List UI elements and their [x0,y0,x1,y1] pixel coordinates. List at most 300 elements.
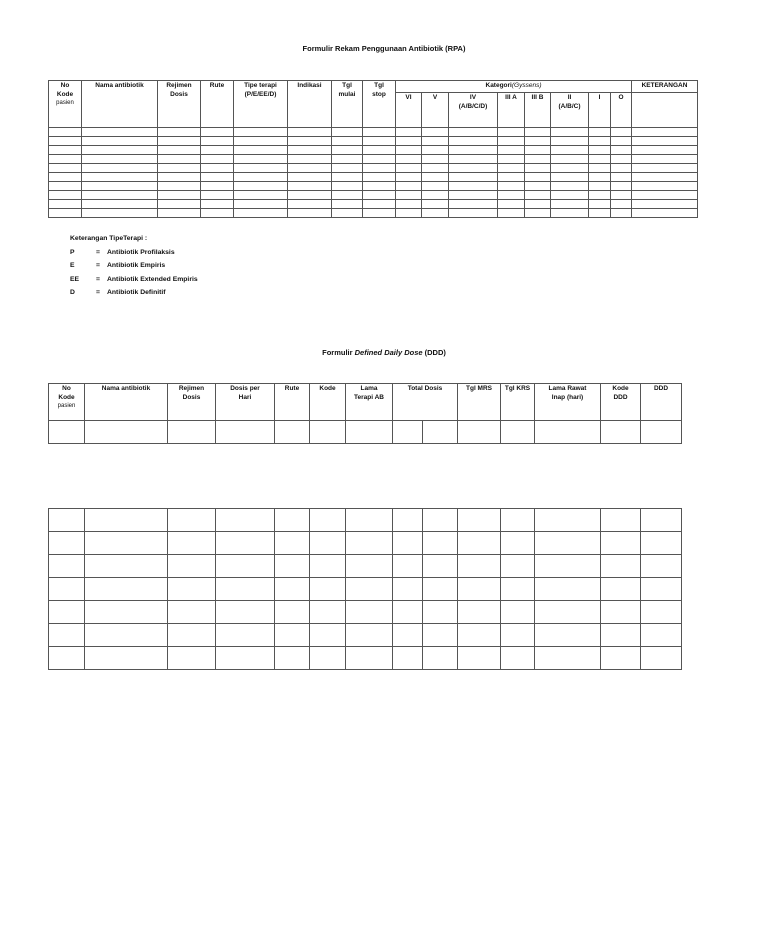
table-cell[interactable] [288,209,332,218]
table-cell[interactable] [158,173,201,182]
table-cell[interactable] [423,578,458,601]
table-cell[interactable] [49,200,82,209]
table-cell[interactable] [498,128,525,137]
table-cell[interactable] [551,209,589,218]
table-cell[interactable] [310,601,346,624]
table-cell[interactable] [525,146,551,155]
table-cell[interactable] [85,578,168,601]
table-cell[interactable] [201,182,234,191]
table-cell[interactable] [216,624,275,647]
table-cell[interactable] [275,578,310,601]
table-cell[interactable] [363,173,396,182]
header-tipe-terapi: Tipe terapi (P/E/EE/D) [234,81,288,128]
table-cell[interactable] [396,137,422,146]
table-cell[interactable] [632,200,698,209]
table-cell[interactable] [49,173,82,182]
table-cell[interactable] [168,624,216,647]
table-cell[interactable] [201,191,234,200]
table-cell[interactable] [498,191,525,200]
table-cell[interactable] [363,182,396,191]
table-cell[interactable] [535,555,601,578]
table-cell[interactable] [310,647,346,670]
table-cell[interactable] [332,182,363,191]
table-cell[interactable] [201,164,234,173]
table-cell[interactable] [501,647,535,670]
table-cell[interactable] [288,164,332,173]
table-cell[interactable] [611,164,632,173]
table-cell[interactable] [611,209,632,218]
table-cell[interactable] [525,209,551,218]
table-cell[interactable] [158,146,201,155]
table-cell[interactable] [551,146,589,155]
table-cell[interactable] [49,146,82,155]
table-cell[interactable] [85,532,168,555]
table-cell[interactable] [346,509,393,532]
table-cell[interactable] [641,509,682,532]
table-cell[interactable] [201,137,234,146]
table-cell[interactable] [363,146,396,155]
table-cell[interactable] [551,137,589,146]
table-cell[interactable] [85,624,168,647]
table-cell[interactable] [601,624,641,647]
table-cell[interactable] [234,164,288,173]
table-cell[interactable] [275,601,310,624]
table-cell[interactable] [449,200,498,209]
table-cell[interactable] [423,509,458,532]
table-cell[interactable] [346,578,393,601]
table-cell[interactable] [310,624,346,647]
table-cell[interactable] [501,601,535,624]
table-cell[interactable] [168,647,216,670]
table-cell[interactable] [49,578,85,601]
table-cell[interactable] [501,532,535,555]
table-cell[interactable] [49,421,85,444]
table-cell[interactable] [393,421,423,444]
table-cell[interactable] [422,173,449,182]
table-cell[interactable] [535,509,601,532]
table-cell[interactable] [332,155,363,164]
table-cell[interactable] [346,624,393,647]
table-cell[interactable] [216,555,275,578]
table-cell[interactable] [49,532,85,555]
table-cell[interactable] [346,555,393,578]
table-row [49,209,698,218]
table-cell[interactable] [393,532,423,555]
table-cell[interactable] [589,155,611,164]
table-cell[interactable] [288,173,332,182]
table-row [49,182,698,191]
table-cell[interactable] [216,601,275,624]
table-cell[interactable] [449,182,498,191]
ddd-header-lama: Lama Terapi AB [346,384,393,421]
table-cell[interactable] [363,128,396,137]
table-cell[interactable] [422,191,449,200]
table-cell[interactable] [611,128,632,137]
table-cell[interactable] [82,173,158,182]
table-cell[interactable] [216,421,275,444]
table-cell[interactable] [551,200,589,209]
table-cell[interactable] [422,128,449,137]
table-cell[interactable] [49,624,85,647]
table-cell[interactable] [589,173,611,182]
table-row [49,191,698,200]
table-cell[interactable] [396,209,422,218]
table-cell[interactable] [589,200,611,209]
table-cell[interactable] [363,191,396,200]
table-cell[interactable] [168,509,216,532]
table-cell[interactable] [310,555,346,578]
table-cell[interactable] [363,164,396,173]
table-cell[interactable] [535,601,601,624]
table-cell[interactable] [632,155,698,164]
table-cell[interactable] [234,155,288,164]
table-cell[interactable] [551,191,589,200]
table-cell[interactable] [216,578,275,601]
table-cell[interactable] [234,191,288,200]
table-cell[interactable] [82,164,158,173]
table-cell[interactable] [601,601,641,624]
header-cat-vi: VI [396,93,422,128]
table-cell[interactable] [458,647,501,670]
table-cell[interactable] [641,421,682,444]
table-cell[interactable] [49,601,85,624]
table-cell[interactable] [501,555,535,578]
table-cell[interactable] [275,509,310,532]
table-cell[interactable] [589,128,611,137]
table-cell[interactable] [641,532,682,555]
table-cell[interactable] [611,146,632,155]
table-cell[interactable] [423,421,458,444]
table-cell[interactable] [49,191,82,200]
table-cell[interactable] [601,578,641,601]
table-cell[interactable] [85,509,168,532]
table-cell[interactable] [396,146,422,155]
table-cell[interactable] [234,137,288,146]
table-cell[interactable] [332,128,363,137]
header-no-kode: No Kode pasien [49,81,82,128]
table-cell[interactable] [49,182,82,191]
table-cell[interactable] [82,191,158,200]
table-cell[interactable] [498,200,525,209]
table-cell[interactable] [551,173,589,182]
table-cell[interactable] [641,601,682,624]
table-cell[interactable] [363,137,396,146]
table-cell[interactable] [346,647,393,670]
table-cell[interactable] [422,209,449,218]
table-cell[interactable] [498,164,525,173]
table-cell[interactable] [275,421,310,444]
table-cell[interactable] [396,191,422,200]
table-cell[interactable] [611,191,632,200]
table-cell[interactable] [393,601,423,624]
table-cell[interactable] [501,578,535,601]
table-cell[interactable] [501,421,535,444]
table-cell[interactable] [201,146,234,155]
table-cell[interactable] [449,155,498,164]
table-cell[interactable] [535,578,601,601]
table-cell[interactable] [525,155,551,164]
table-cell[interactable] [498,146,525,155]
table-cell[interactable] [611,137,632,146]
table-cell[interactable] [498,209,525,218]
table-cell[interactable] [288,200,332,209]
table-cell[interactable] [611,182,632,191]
table-cell[interactable] [275,555,310,578]
table-cell[interactable] [82,137,158,146]
table-cell[interactable] [216,647,275,670]
table-cell[interactable] [449,128,498,137]
table-cell[interactable] [535,624,601,647]
table-cell[interactable] [82,182,158,191]
table-cell[interactable] [49,509,85,532]
table-cell[interactable] [535,647,601,670]
table-cell[interactable] [611,200,632,209]
table-cell[interactable] [82,209,158,218]
table-cell[interactable] [525,164,551,173]
table-cell[interactable] [641,647,682,670]
table-cell[interactable] [449,137,498,146]
table-cell[interactable] [310,421,346,444]
table-cell[interactable] [589,146,611,155]
table-cell[interactable] [611,155,632,164]
table-cell[interactable] [551,182,589,191]
table-cell[interactable] [332,191,363,200]
table-cell[interactable] [49,155,82,164]
table-cell[interactable] [589,209,611,218]
table-cell[interactable] [393,509,423,532]
table-cell[interactable] [158,155,201,164]
table-cell[interactable] [632,173,698,182]
table-cell[interactable] [234,200,288,209]
table-cell[interactable] [288,155,332,164]
table-cell[interactable] [525,173,551,182]
table-cell[interactable] [501,509,535,532]
table-cell[interactable] [458,421,501,444]
table-cell[interactable] [396,128,422,137]
table-cell[interactable] [234,173,288,182]
ddd-header-kode-ddd: Kode DDD [601,384,641,421]
table-cell[interactable] [601,421,641,444]
table-cell[interactable] [498,155,525,164]
table-cell[interactable] [632,128,698,137]
table-cell[interactable] [498,137,525,146]
table-cell[interactable] [423,624,458,647]
table-cell[interactable] [632,209,698,218]
table-cell[interactable] [346,601,393,624]
table-cell[interactable] [82,128,158,137]
table-cell[interactable] [85,421,168,444]
table-row [49,555,682,578]
table-cell[interactable] [49,137,82,146]
table-row [49,137,698,146]
table-cell[interactable] [82,200,158,209]
table-cell[interactable] [158,182,201,191]
table-cell[interactable] [501,624,535,647]
table-cell[interactable] [396,182,422,191]
table-cell[interactable] [535,421,601,444]
table-cell[interactable] [275,647,310,670]
table-cell[interactable] [641,578,682,601]
table-cell[interactable] [310,578,346,601]
table-cell[interactable] [49,164,82,173]
table-cell[interactable] [458,624,501,647]
table-cell[interactable] [449,191,498,200]
table-cell[interactable] [589,164,611,173]
table-cell[interactable] [551,155,589,164]
header-tgl-mulai: Tgl mulai [332,81,363,128]
legend-item [70,246,198,260]
table-cell[interactable] [332,209,363,218]
table-cell[interactable] [158,164,201,173]
table-cell[interactable] [422,182,449,191]
table-cell[interactable] [423,601,458,624]
table-cell[interactable] [525,200,551,209]
table-cell[interactable] [601,647,641,670]
table-cell[interactable] [551,164,589,173]
table-cell[interactable] [396,164,422,173]
table-cell[interactable] [85,555,168,578]
table-cell[interactable] [288,191,332,200]
table-cell[interactable] [310,532,346,555]
table-cell[interactable] [49,128,82,137]
table-cell[interactable] [422,137,449,146]
table-cell[interactable] [393,578,423,601]
table-cell[interactable] [601,509,641,532]
table-cell[interactable] [168,421,216,444]
rpa-table [48,80,698,218]
table-cell[interactable] [611,173,632,182]
table-cell[interactable] [422,200,449,209]
table-cell[interactable] [422,146,449,155]
table-cell[interactable] [423,532,458,555]
table-cell[interactable] [346,421,393,444]
table-cell[interactable] [288,128,332,137]
table-cell[interactable] [234,128,288,137]
table-cell[interactable] [332,146,363,155]
table-cell[interactable] [632,182,698,191]
table-cell[interactable] [423,647,458,670]
table-cell[interactable] [396,155,422,164]
table-cell[interactable] [288,146,332,155]
table-cell[interactable] [168,532,216,555]
table-cell[interactable] [332,173,363,182]
table-cell[interactable] [589,182,611,191]
table-cell[interactable] [458,601,501,624]
header-cat-iiib: III B [525,93,551,128]
table-cell[interactable] [49,555,85,578]
table-cell[interactable] [363,209,396,218]
table-cell[interactable] [641,624,682,647]
table-cell[interactable] [525,191,551,200]
table-cell[interactable] [601,555,641,578]
table-cell[interactable] [393,555,423,578]
table-cell[interactable] [288,137,332,146]
table-cell[interactable] [201,200,234,209]
table-cell[interactable] [396,200,422,209]
table-cell[interactable] [525,128,551,137]
table-cell[interactable] [158,191,201,200]
table-cell[interactable] [310,509,346,532]
table-cell[interactable] [458,532,501,555]
table-cell[interactable] [275,532,310,555]
table-cell[interactable] [346,532,393,555]
table-cell[interactable] [498,182,525,191]
table-cell[interactable] [396,173,422,182]
table-cell[interactable] [535,532,601,555]
table-cell[interactable] [168,601,216,624]
table-cell[interactable] [363,200,396,209]
table-cell[interactable] [201,209,234,218]
table-cell[interactable] [201,155,234,164]
table-cell[interactable] [168,578,216,601]
header-tgl-stop: Tgl stop [363,81,396,128]
table-cell[interactable] [449,164,498,173]
table-cell[interactable] [363,155,396,164]
table-cell[interactable] [158,137,201,146]
table-cell[interactable] [234,182,288,191]
table-cell[interactable] [632,137,698,146]
table-cell[interactable] [216,509,275,532]
table-cell[interactable] [601,532,641,555]
table-cell[interactable] [158,209,201,218]
table-cell[interactable] [85,601,168,624]
table-cell[interactable] [158,128,201,137]
table-cell[interactable] [275,624,310,647]
table-cell[interactable] [201,173,234,182]
table-cell[interactable] [589,137,611,146]
table-cell[interactable] [201,128,234,137]
table-cell[interactable] [234,146,288,155]
table-cell[interactable] [458,555,501,578]
table-cell[interactable] [332,164,363,173]
table-cell[interactable] [458,509,501,532]
table-cell[interactable] [393,647,423,670]
table-cell[interactable] [449,146,498,155]
table-cell[interactable] [82,155,158,164]
table-cell[interactable] [632,164,698,173]
table-cell[interactable] [449,209,498,218]
table-cell[interactable] [551,128,589,137]
table-cell[interactable] [525,182,551,191]
table-cell[interactable] [632,191,698,200]
table-cell[interactable] [458,578,501,601]
ddd-header-rawat: Lama Rawat Inap (hari) [535,384,601,421]
table-cell[interactable] [49,647,85,670]
table-cell[interactable] [449,173,498,182]
table-cell[interactable] [49,209,82,218]
table-cell[interactable] [498,173,525,182]
ddd-header-krs: Tgl KRS [501,384,535,421]
table-cell[interactable] [332,137,363,146]
table-cell[interactable] [234,209,288,218]
table-cell[interactable] [85,647,168,670]
table-cell[interactable] [332,200,363,209]
table-cell[interactable] [423,555,458,578]
table-cell[interactable] [393,624,423,647]
table-cell[interactable] [158,200,201,209]
header-cat-iv: IV (A/B/C/D) [449,93,498,128]
table-cell[interactable] [525,137,551,146]
table-cell[interactable] [422,155,449,164]
table-cell[interactable] [422,164,449,173]
table-cell[interactable] [632,146,698,155]
table-cell[interactable] [288,182,332,191]
table-cell[interactable] [168,555,216,578]
table-cell[interactable] [82,146,158,155]
table-cell[interactable] [641,555,682,578]
table-cell[interactable] [589,191,611,200]
table-cell[interactable] [216,532,275,555]
